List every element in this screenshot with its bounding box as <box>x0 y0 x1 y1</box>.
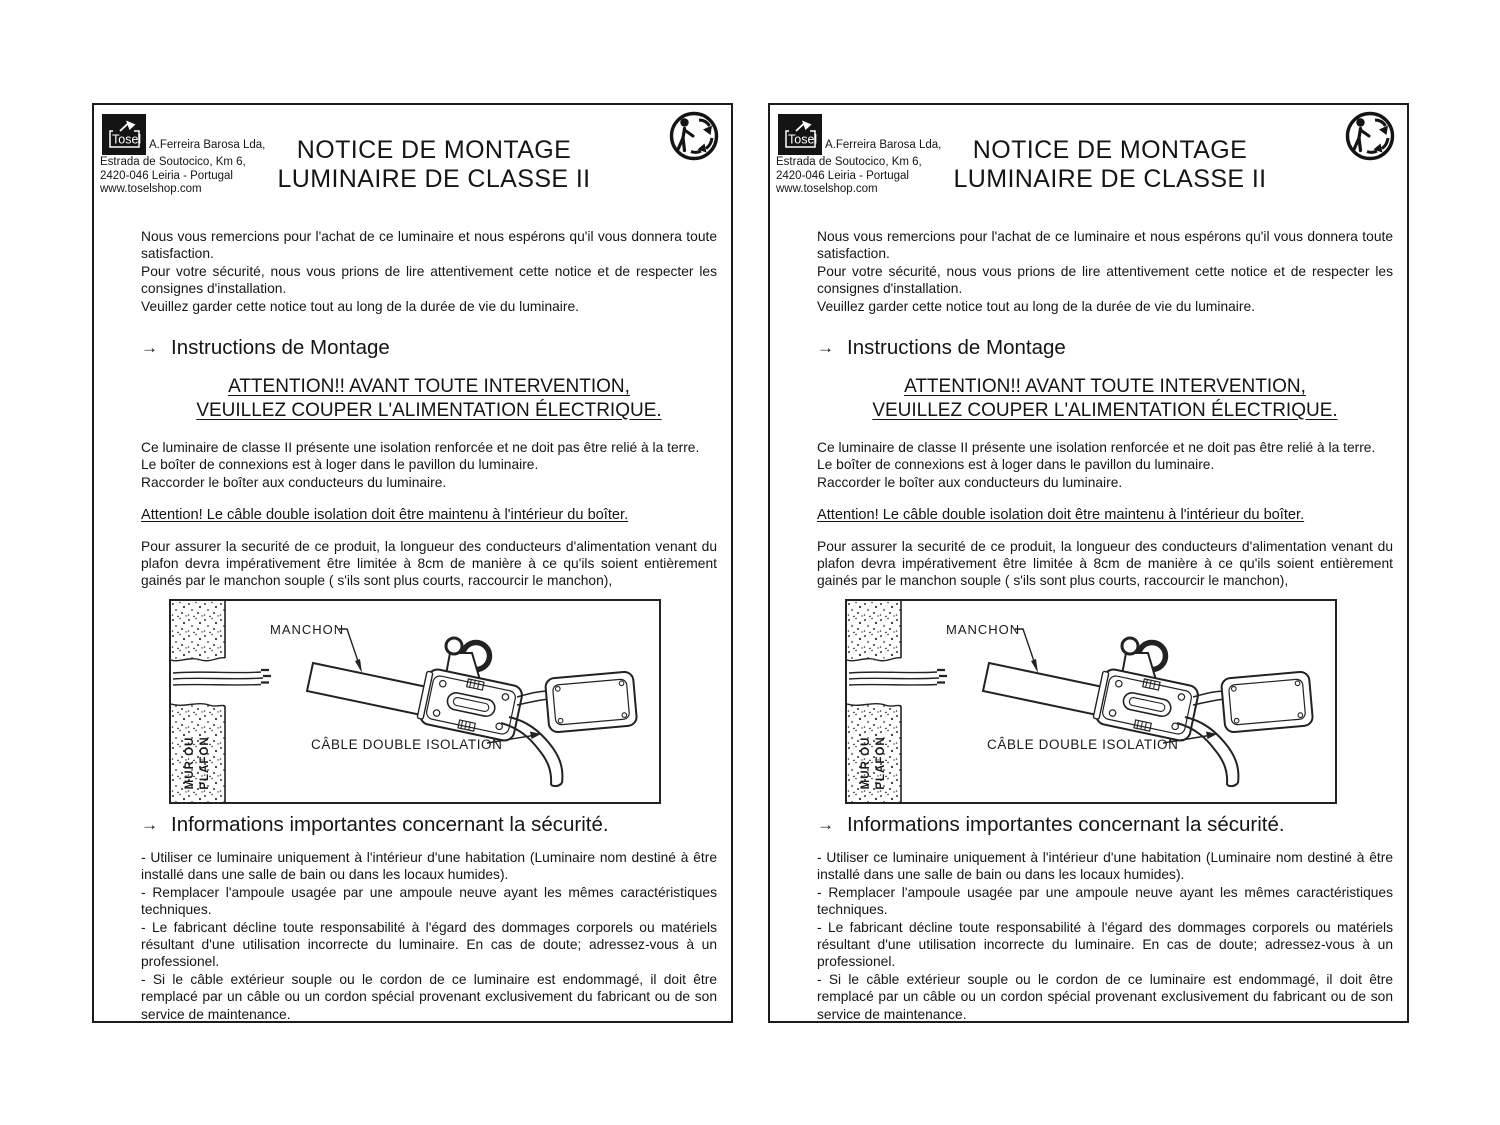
triman-recycling-icon <box>1344 110 1396 162</box>
company-address-line1: Estrada de Soutocico, Km 6, <box>100 156 246 168</box>
notice-page-left-slot <box>92 103 733 1023</box>
montage-paragraphs <box>141 439 717 491</box>
safety-item: - Si le câble extérieur souple ou le cordon de ce luminaire est endommagé, il doit être remplacé par un câble ou un cordon spécial provenant exclusivement du fabricant ou de son service de maintenance. <box>141 971 717 1022</box>
montage-paragraph-2: Le boîter de connexions est à loger dans le pavillon du luminaire. <box>817 457 1215 473</box>
page-header <box>94 105 731 215</box>
junction-box <box>416 667 524 742</box>
wall-label-line2: PLAFON <box>199 736 211 790</box>
cover-plate <box>1221 671 1313 732</box>
supply-wires <box>849 670 947 685</box>
montage-paragraph-3: Raccorder le boîter aux conducteurs du luminaire. <box>141 474 447 490</box>
page-content <box>770 228 1407 1023</box>
montage-paragraph-1: Ce luminaire de classe II présente une isolation renforcée et ne doit pas être relié à la terre. <box>817 440 1376 456</box>
wall-label-line1: MUR OU <box>860 736 872 790</box>
company-address <box>776 156 922 197</box>
arrow-right-icon: → <box>817 814 834 834</box>
safety-section-heading <box>141 813 717 838</box>
page-title-line2: LUMINAIRE DE CLASSE II <box>277 165 591 193</box>
company-address-line1: Estrada de Soutocico, Km 6, <box>776 156 922 168</box>
intro-paragraphs <box>141 228 717 315</box>
montage-paragraph-4: Pour assurer la securité de ce produit, la longueur des conducteurs d'alimentation venant du plafon devra impérativement être limitée à 8cm de manière à ce qu'ils soient entièrement gainés par le manchon souple ( s'ils sont plus courts, raccourcir le manchon), <box>817 538 1393 589</box>
montage-section-heading <box>141 336 717 361</box>
safety-items <box>817 849 1393 1023</box>
notice-page <box>92 103 733 1023</box>
power-warning-line1: ATTENTION!! AVANT TOUTE INTERVENTION, <box>904 376 1306 398</box>
company-website: www.toselshop.com <box>776 183 878 195</box>
company-address-line2: 2420-046 Leiria - Portugal <box>776 169 909 182</box>
page-content <box>94 228 731 1023</box>
intro-paragraph-3: Veuillez garder cette notice tout au long de la durée de vie du luminaire. <box>141 298 579 314</box>
montage-heading-text: Instructions de Montage <box>171 336 390 360</box>
company-address <box>100 156 246 197</box>
intro-paragraph-3: Veuillez garder cette notice tout au long de la durée de vie du luminaire. <box>817 298 1255 314</box>
intro-paragraph-1: Nous vous remercions pour l'achat de ce luminaire et nous espérons qu'il vous donnera toute satisfaction. <box>817 229 1393 262</box>
cable-label: CÂBLE DOUBLE ISOLATION <box>987 736 1179 752</box>
safety-item: - Remplacer l'ampoule usagée par une ampoule neuve ayant les mêmes caractéristiques techniques. <box>141 884 717 918</box>
manchon-arrowhead <box>355 659 362 673</box>
company-name: A.Ferreira Barosa Lda, <box>149 139 266 151</box>
notice-page-right-slot <box>768 103 1409 1023</box>
safety-section-heading <box>817 813 1393 838</box>
installation-diagram <box>169 599 661 804</box>
intro-paragraph-2: Pour votre sécurité, nous vous prions de lire attentivement cette notice et de respecter les consignes d'installation. <box>817 263 1393 297</box>
power-warning <box>141 375 717 422</box>
montage-paragraph-4: Pour assurer la securité de ce produit, la longueur des conducteurs d'alimentation venant du plafon devra impérativement être limitée à 8cm de manière à ce qu'ils soient entièrement gainés par le manchon souple ( s'ils sont plus courts, raccourcir le manchon), <box>141 538 717 589</box>
company-address-line2: 2420-046 Leiria - Portugal <box>100 169 233 182</box>
page-title-line1: NOTICE DE MONTAGE <box>972 136 1248 164</box>
page-title-line2: LUMINAIRE DE CLASSE II <box>953 165 1267 193</box>
safety-item: - Remplacer l'ampoule usagée par une ampoule neuve ayant les mêmes caractéristiques techniques. <box>817 884 1393 918</box>
montage-section-heading <box>817 336 1393 361</box>
montage-paragraph-2: Le boîter de connexions est à loger dans le pavillon du luminaire. <box>141 457 539 473</box>
triman-recycling-icon <box>668 110 720 162</box>
intro-paragraph-1: Nous vous remercions pour l'achat de ce luminaire et nous espérons qu'il vous donnera toute satisfaction. <box>141 229 717 262</box>
tosel-logo-icon <box>102 114 146 155</box>
manchon-label: MANCHON <box>946 621 1021 637</box>
tosel-logo-text: Tosel <box>112 132 142 147</box>
manchon-label: MANCHON <box>270 621 345 637</box>
cable-label: CÂBLE DOUBLE ISOLATION <box>311 736 503 752</box>
tosel-logo-text: Tosel <box>788 132 818 147</box>
cable-attention-note: Attention! Le câble double isolation doit être maintenu à l'intérieur du boîter. <box>141 507 629 524</box>
power-warning-line2: VEUILLEZ COUPER L'ALIMENTATION ÉLECTRIQUE. <box>196 399 662 421</box>
arrow-right-icon: → <box>141 338 158 358</box>
safety-item: - Le fabricant décline toute responsabilité à l'égard des dommages corporels ou matériels résultant d'une utilisation incorrecte du luminaire. En cas de doute; adressez-vous à un professionel. <box>141 919 717 970</box>
wall-strip <box>171 601 225 802</box>
safety-item: - Le fabricant décline toute responsabilité à l'égard des dommages corporels ou matériels résultant d'une utilisation incorrecte du luminaire. En cas de doute; adressez-vous à un professionel. <box>817 919 1393 970</box>
safety-item: - Utiliser ce luminaire uniquement à l'intérieur d'une habitation (Luminaire nom destiné à être installé dans une salle de bain ou dans les locaux humides). <box>817 849 1393 883</box>
supply-wires <box>173 670 271 685</box>
manchon-sleeve <box>307 663 427 715</box>
safety-item: - Utiliser ce luminaire uniquement à l'intérieur d'une habitation (Luminaire nom destiné à être installé dans une salle de bain ou dans les locaux humides). <box>141 849 717 883</box>
montage-paragraph-3: Raccorder le boîter aux conducteurs du luminaire. <box>817 474 1123 490</box>
power-warning <box>817 375 1393 422</box>
installation-diagram-drawing <box>171 601 659 802</box>
power-warning-line1: ATTENTION!! AVANT TOUTE INTERVENTION, <box>228 376 630 398</box>
cover-plate <box>545 671 637 732</box>
installation-diagram <box>845 599 1337 804</box>
page-header <box>770 105 1407 215</box>
company-website: www.toselshop.com <box>100 183 202 195</box>
wall-strip <box>847 601 901 802</box>
montage-heading-text: Instructions de Montage <box>847 336 1066 360</box>
montage-paragraph-1: Ce luminaire de classe II présente une isolation renforcée et ne doit pas être relié à la terre. <box>141 440 700 456</box>
intro-paragraph-2: Pour votre sécurité, nous vous prions de lire attentivement cette notice et de respecter les consignes d'installation. <box>141 263 717 297</box>
junction-box <box>1092 667 1200 742</box>
safety-items <box>141 849 717 1023</box>
installation-diagram-drawing <box>847 601 1335 802</box>
montage-paragraphs <box>817 439 1393 491</box>
safety-heading-text: Informations importantes concernant la sécurité. <box>171 812 609 836</box>
power-warning-line2: VEUILLEZ COUPER L'ALIMENTATION ÉLECTRIQUE. <box>872 399 1338 421</box>
company-name: A.Ferreira Barosa Lda, <box>825 139 942 151</box>
cable-attention-note: Attention! Le câble double isolation doit être maintenu à l'intérieur du boîter. <box>817 507 1305 524</box>
page-title <box>264 136 604 194</box>
wall-label-line2: PLAFON <box>875 736 887 790</box>
safety-heading-text: Informations importantes concernant la sécurité. <box>847 812 1285 836</box>
intro-paragraphs <box>817 228 1393 315</box>
page-title-line1: NOTICE DE MONTAGE <box>296 136 572 164</box>
safety-item: - Si le câble extérieur souple ou le cordon de ce luminaire est endommagé, il doit être remplacé par un câble ou un cordon spécial provenant exclusivement du fabricant ou de son service de maintenance. <box>817 971 1393 1022</box>
manchon-arrowhead <box>1031 659 1038 673</box>
tosel-logo-icon <box>778 114 822 155</box>
manchon-sleeve <box>983 663 1103 715</box>
arrow-right-icon: → <box>817 338 834 358</box>
notice-page <box>768 103 1409 1023</box>
wall-label-line1: MUR OU <box>184 736 196 790</box>
page-title <box>940 136 1280 194</box>
arrow-right-icon: → <box>141 814 158 834</box>
